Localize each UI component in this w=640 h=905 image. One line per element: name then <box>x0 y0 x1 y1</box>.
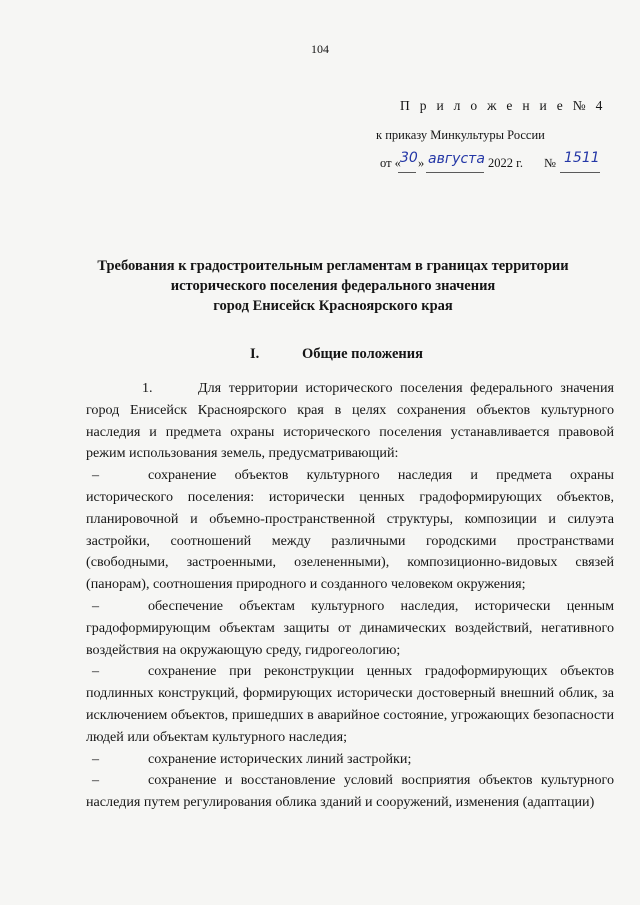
order-date-line <box>380 150 620 176</box>
page-number: 104 <box>311 42 329 56</box>
list-item-text: сохранение при реконструкции ценных градоформирующих объектов подлинных конструкций, формирующих исторически достоверный внешний облик, за исключением объектов, пришедших в аварийное состояние, угрожающих безопасности людей или объектам культурного наследия; <box>86 663 614 745</box>
list-item-text: сохранение и восстановление условий восприятия объектов культурного наследия путем регулирования облика зданий и сооружений, изменения (адаптации) <box>86 772 614 811</box>
dash-marker: – <box>92 597 100 614</box>
section-title: Общие положения <box>302 346 423 362</box>
paragraph-1 <box>86 378 614 465</box>
paragraph-text: Для территории исторического поселения федерального значения город Енисейск Красноярского края в целях сохранения объектов культурного наследия и предмета охраны исторического поселения устанавливается правовой режим использования земель, предусматривающий: <box>86 380 614 462</box>
list-item <box>86 596 614 661</box>
paragraph-number: 1. <box>142 380 153 396</box>
date-prefix: от « <box>380 156 401 170</box>
date-mid: » <box>418 156 425 170</box>
list-item-text: сохранение объектов культурного наследия и предмета охраны исторического поселения: исторически ценных градоформирующих объектов, планировочной и объемно-пространственной структуры, композиции и силуэта застройки, соотношений между различными городскими пространствами (свободными, застроенными, озелененными), композиционно-видовых связей (панорам), соотношения природного и созданного человеком окружения; <box>86 467 614 593</box>
document-title <box>60 256 606 316</box>
handwritten-month: августа <box>428 151 485 167</box>
list-item-text: сохранение исторических линий застройки; <box>148 750 412 767</box>
document-body <box>86 378 614 814</box>
section-number: I. <box>250 346 260 362</box>
date-year: 2022 г. <box>488 156 523 170</box>
list-item-text: обеспечение объектам культурного наследия, исторически ценным градоформирующим объектам защиты от динамических воздействий, негативного воздействия на окружающую среду, гидрогеологию; <box>86 597 614 658</box>
month-underline <box>426 172 484 173</box>
list-item <box>86 770 614 814</box>
list-item <box>86 661 614 748</box>
order-reference: к приказу Минкультуры России <box>376 128 545 142</box>
title-line-1: Требования к градостроительным регламентам в границах территории <box>97 258 569 274</box>
dash-marker: – <box>92 467 100 484</box>
number-label: № <box>544 156 556 170</box>
number-underline <box>560 172 600 173</box>
title-line-3: город Енисейск Красноярского края <box>213 298 453 314</box>
handwritten-day: 30 <box>400 150 418 166</box>
dash-marker: – <box>92 663 100 680</box>
appendix-label: П р и л о ж е н и е № 4 <box>400 98 606 113</box>
list-item <box>86 749 614 771</box>
dash-marker: – <box>92 772 100 789</box>
dash-marker: – <box>92 750 100 767</box>
handwritten-number: 1511 <box>564 150 600 166</box>
day-underline <box>398 172 416 173</box>
title-line-2: исторического поселения федерального значения <box>170 278 496 294</box>
list-item <box>86 465 614 596</box>
